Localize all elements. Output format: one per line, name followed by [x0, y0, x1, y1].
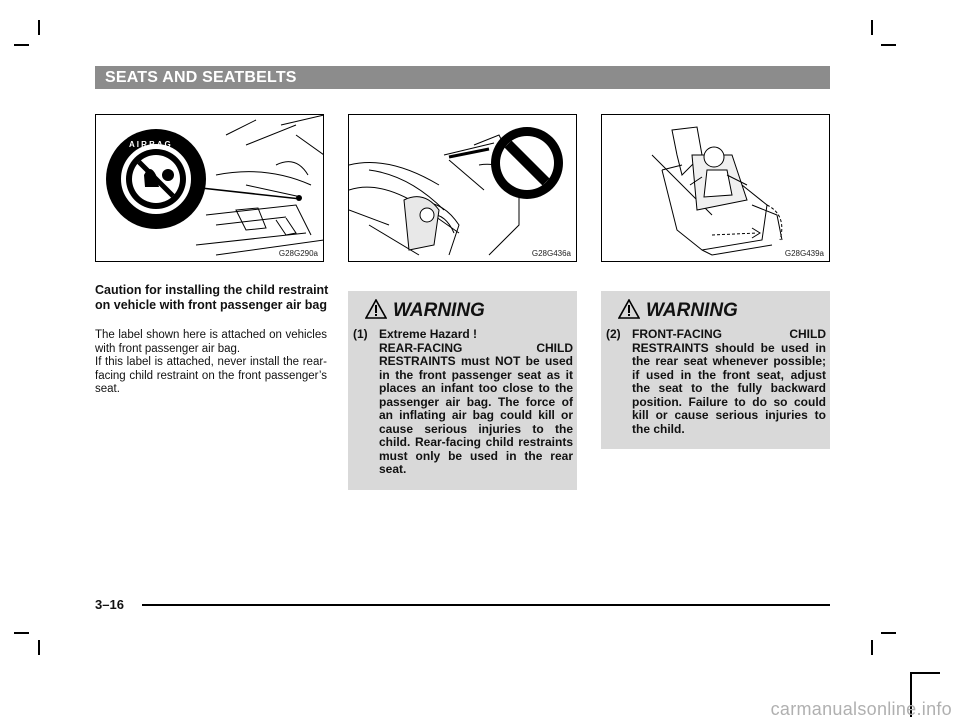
figure-code: G28G439a	[784, 249, 824, 258]
warning-title: WARNING	[393, 300, 485, 321]
warning-text: REAR-FACING CHILD RESTRAINTS must NOT be used in the front passenger seat as it places an infant too close to the passenger air bag. The force of an inflating air bag could kill or cause serious injuries to the child. Rear-facing child restraints must only be used in the rear seat.	[379, 340, 573, 476]
crop-mark	[881, 44, 896, 46]
warning-title: WARNING	[646, 300, 738, 321]
prohibited-rear-facing-child-seat-illustration-icon	[349, 115, 577, 262]
crop-mark	[910, 672, 940, 674]
section-title: SEATS AND SEATBELTS	[105, 69, 297, 86]
figure-forward-facing-seat	[601, 114, 830, 262]
figure-code: G28G290a	[278, 249, 318, 258]
warning-box	[601, 291, 830, 449]
figure-no-rear-facing-seat	[348, 114, 577, 262]
warning-heading: Extreme Hazard !	[379, 327, 478, 341]
warning-header	[601, 299, 830, 323]
footer-rule	[142, 604, 830, 606]
warning-box	[348, 291, 577, 490]
airbag-label-illustration-icon	[96, 115, 324, 262]
caption-body	[95, 329, 327, 397]
section-header-bar	[95, 66, 830, 89]
caption-paragraph: The label shown here is attached on vehicles with front passenger air bag.	[95, 329, 327, 355]
crop-mark	[871, 640, 873, 655]
forward-facing-child-seat-illustration-icon	[602, 115, 830, 262]
crop-mark	[38, 640, 40, 655]
warning-number: (1)	[353, 327, 368, 341]
crop-mark	[14, 44, 29, 46]
warning-number: (2)	[606, 327, 621, 341]
warning-triangle-icon	[618, 299, 640, 319]
crop-mark	[881, 632, 896, 634]
crop-mark	[14, 632, 29, 634]
crop-mark	[38, 20, 40, 35]
figure-airbag-label	[95, 114, 324, 262]
caption-paragraph: If this label is attached, never install the rear-facing child restraint on the front passenger’s seat.	[95, 356, 327, 395]
svg-text:A I R B A G: A I R B A G	[129, 140, 171, 149]
caption-title: Caution for installing the child restraint on vehicle with front passenger air bag	[95, 283, 329, 312]
page-number: 3–16	[95, 597, 124, 612]
warning-triangle-icon	[365, 299, 387, 319]
figure-code: G28G436a	[531, 249, 571, 258]
warning-header	[348, 299, 577, 323]
warning-text: FRONT-FACING CHILD RESTRAINTS should be used in the rear seat whenever possible; if used in the front seat, adjust the seat to the fully backward position. Failure to do so could kill or cause serious injuries to the child.	[632, 327, 826, 436]
watermark: carmanualsonline.info	[770, 699, 952, 719]
crop-mark	[871, 20, 873, 35]
